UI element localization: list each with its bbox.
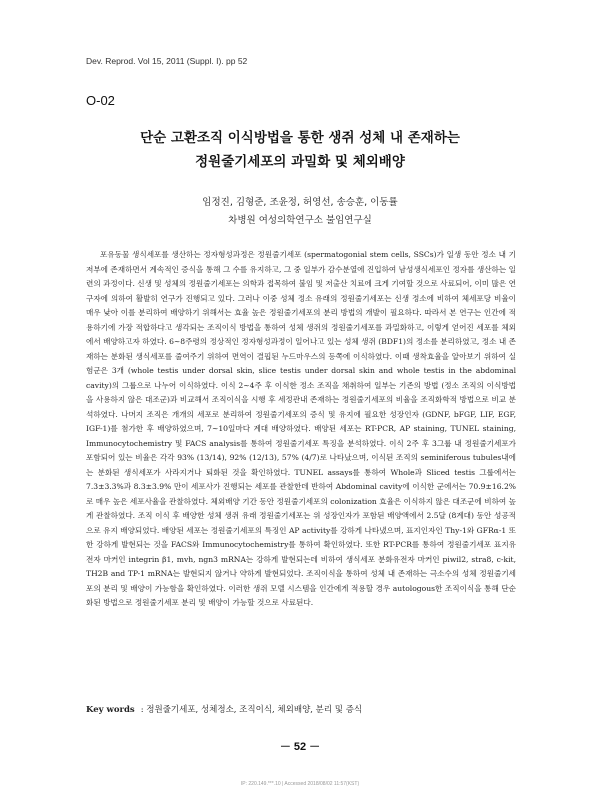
keywords — [86, 703, 516, 715]
title-line-2: 정원줄기세포의 과밀화 및 체외배양 — [195, 154, 405, 170]
authors: 임정진, 김형준, 조윤정, 허영선, 송승훈, 이동률 — [202, 197, 398, 208]
page-number: － 52 － — [279, 741, 321, 753]
keywords-label: Key words — [86, 705, 135, 715]
abstract-body: 포유동물 생식세포를 생산하는 정자형성과정은 정원줄기세포 (spermatogonial stem cells, SSCs)가 일생 동안 정소 내 기저부에 존재하면서 계속적인 증식을 통해 그 수를 유지하고, 그 중 일부가 감수분열에 진입하여 남성생식세포인 정자를 생산하는 일련의 과정이다. 신생 및 성체의 정원줄기세포는 의학과 접목하여 불임 및 저출산 치료에 크게 기여할 것으로 사료되어, 이미 많은 연구자에 의하여 활발히 연구가 진행되고 있다. 그러나 이중 성체 정소 유래의 정원줄기세포는 신생 정소에 비하여 체세포당 비율이 매우 낮아 이를 분리하여 배양하기 위해서는 효율 높은 정원줄기세포의 분리 방법의 개발이 필요하다. 따라서 본 연구는 인간에 적용하기에 가장 적합하다고 생각되는 조직이식 방법을 통하여 성체 생쥐의 정원줄기세포를 과밀화하고, 이렇게 얻어진 세포를 체외에서 배양하고자 하였다. 6∼8주령의 정상적인 정자형성과정이 일어나고 있는 성체 생쥐 (BDF1)의 정소를 분리하였고, 정소 내 존재하는 분화된 생식세포를 줄여주기 위하여 면역이 결핍된 누드마우스의 등쪽에 이식하였다. 이때 생착효율을 알아보기 위하여 실험군은 3개 (whole testis under dorsal skin, slice testis under dorsal skin and whole testis in the abdominal cavity)의 그룹으로 나누어 이식하였다. 이식 2∼4주 후 이식한 정소 조직을 채취하여 일부는 기존의 방법 (정소 조직의 이식방법을 사용하지 않은 대조군)과 비교해서 조직이식을 시행 후 세정관내 존재하는 정원줄기세포의 비율을 조직화학적 방법으로 비교 분석하였다. 나머지 조직은 개개의 세포로 분리하여 정원줄기세포의 증식 및 유지에 필요한 성장인자 (GDNF, bFGF, LIF, EGF, IGF-1)를 첨가한 후 배양하였으며, 7∼10일마다 계대 배양하였다. 배양된 세포는 RT-PCR, AP staining, TUNEL staining, Immunocytochemistry 및 FACS analysis를 통하여 정원줄기세포 특징을 분석하였다. 이식 2주 후 3그룹 내 정원줄기세포가 포함되어 있는 비율은 각각 93% (13/14), 92% (12/13), 57% (4/7)로 나타났으며, 이식된 조직의 seminiferous tubules내에는 분화된 생식세포가 사라지거나 퇴화된 것을 확인하였다. TUNEL assays를 통하여 Whole과 Sliced testis 그룹에서는 7.3±3.3%과 8.3±3.9% 만이 세포사가 진행되는 세포를 관찰한데 반하여 Abdominal cavity에 이식한 군에서는 70.9±16.2%로 매우 높은 세포사율을 관찰하였다. 체외배양 기간 동안 정원줄기세포의 colonization 효율은 이식하지 않은 대조군에 비하여 높게 관찰하였다. 조직 이식 후 배양한 성체 생쥐 유래 정원줄기세포는 위 성장인자가 포함된 배양액에서 2.5달 (8계대) 동안 성공적으로 유지 배양되었다. 배양된 세포는 정원줄기세포의 특징인 AP activity를 강하게 나타냈으며, 표지인자인 Thy-1와 GFRα-1 또한 강하게 발현되는 것을 FACS와 Immunocytochemistry를 통하여 확인하였다. 또한 RT-PCR를 통하여 정원줄기세포 표지유전자 마커인 integrin β1, mvh, ngn3 mRNA는 강하게 발현되는데 비하여 생식세포 분화유전자 마커인 piwil2, stra8, c-kit, TH2B and TP-1 mRNA는 발현되지 않거나 약하게 발현되었다. 조직이식을 통하여 성체 내 존재하는 극소수의 성체 정원줄기세포의 분리 및 배양이 가능함을 확인하였다. 이러한 생쥐 모델 시스템을 인간에게 적용할 경우 autologous한 조직이식을 통해 단순화된 방법으로 정원줄기세포 분리 및 배양이 가능할 것으로 사료된다. — [86, 250, 517, 607]
title-line-1: 단순 고환조직 이식방법을 통한 생쥐 성체 내 존재하는 — [140, 130, 460, 146]
affiliation: 차병원 여성의학연구소 불임연구실 — [228, 215, 372, 226]
presentation-code: O-02 — [86, 93, 115, 108]
keywords-text: : 정원줄기세포, 성체정소, 조직이식, 체외배양, 분리 및 증식 — [140, 705, 363, 715]
access-watermark: IP: 220.149.***.10 | Accessed 2018/08/02 11:57(KST) — [240, 781, 360, 787]
journal-header: Dev. Reprod. Vol 15, 2011 (Suppl. I). pp 52 — [86, 56, 248, 66]
